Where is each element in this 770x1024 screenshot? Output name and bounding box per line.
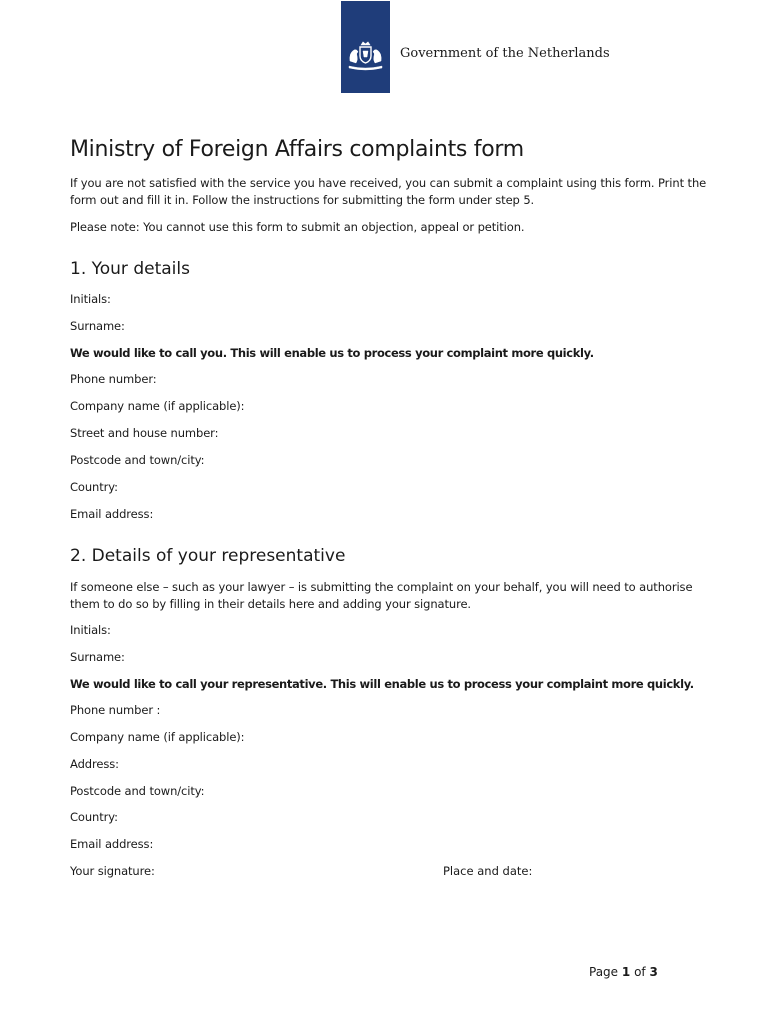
- rep-call-note: We would like to call your representative. This will enable us to process your complaint more quickly.: [70, 677, 694, 691]
- page-label: Page: [589, 965, 619, 979]
- rep-field-surname: Surname:: [70, 650, 125, 664]
- dutch-coat-of-arms-icon: [345, 41, 386, 73]
- field-company-name: Company name (if applicable):: [70, 399, 245, 413]
- intro-paragraph: If you are not satisfied with the service you have received, you can submit a complaint using this form. Print the form out and fill it in. Follow the instructions for submitting the form under step 5.: [70, 176, 707, 207]
- field-street-house-number: Street and house number:: [70, 426, 219, 440]
- field-phone-number: Phone number:: [70, 372, 157, 386]
- field-email-address: Email address:: [70, 507, 154, 521]
- representative-paragraph: If someone else – such as your lawyer – is submitting the complaint on your behalf, you will need to authorise them to do so by filling in their details here and adding your signature.: [70, 580, 693, 611]
- rep-field-email-address: Email address:: [70, 837, 154, 851]
- rep-field-phone-number: Phone number :: [70, 703, 161, 717]
- field-surname: Surname:: [70, 319, 125, 333]
- rep-field-initials: Initials:: [70, 623, 111, 637]
- field-initials: Initials:: [70, 292, 111, 306]
- page-number: [589, 965, 658, 979]
- government-logo: [341, 1, 390, 93]
- field-country: Country:: [70, 480, 118, 494]
- signature-field: Your signature:: [70, 864, 155, 878]
- rep-field-address: Address:: [70, 757, 119, 771]
- total-pages: 3: [649, 965, 658, 979]
- section-heading-representative: 2. Details of your representative: [70, 546, 346, 566]
- current-page: 1: [621, 965, 631, 979]
- rep-field-company-name: Company name (if applicable):: [70, 730, 245, 744]
- rep-field-country: Country:: [70, 810, 118, 824]
- of-label: of: [634, 965, 646, 979]
- call-note: We would like to call you. This will enable us to process your complaint more quickly.: [70, 346, 594, 360]
- intro-note: Please note: You cannot use this form to submit an objection, appeal or petition.: [70, 220, 525, 234]
- place-and-date-field: Place and date:: [443, 864, 533, 878]
- rep-field-postcode-town: Postcode and town/city:: [70, 784, 205, 798]
- section-heading-your-details: 1. Your details: [70, 259, 190, 279]
- page-title: Ministry of Foreign Affairs complaints form: [70, 137, 524, 162]
- field-postcode-town: Postcode and town/city:: [70, 453, 205, 467]
- government-name: Government of the Netherlands: [400, 46, 610, 61]
